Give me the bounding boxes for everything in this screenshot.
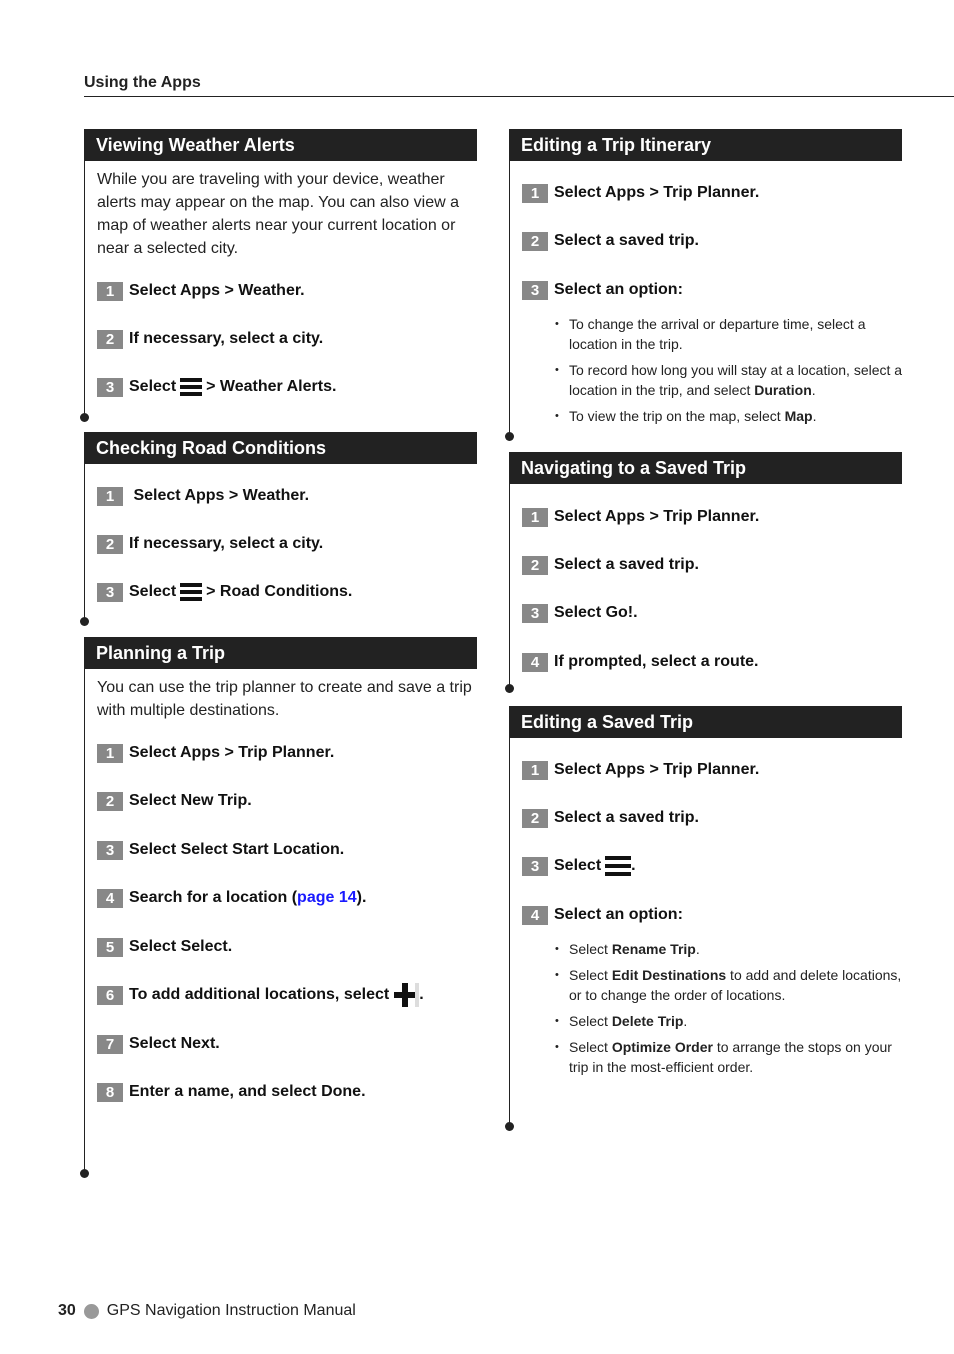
step-item xyxy=(522,603,638,623)
step-item xyxy=(97,1034,220,1054)
step-text: Select xyxy=(129,378,177,395)
step-text: Select Apps > Trip Planner. xyxy=(129,744,335,761)
step-text: Select Apps > Trip Planner. xyxy=(554,761,760,778)
step-item xyxy=(522,280,683,300)
section-end-dot xyxy=(505,432,514,441)
step-number: 2 xyxy=(97,330,123,349)
step-number: 2 xyxy=(97,535,123,554)
step-text: Select Select Start Location. xyxy=(129,841,345,858)
option-bullet xyxy=(555,939,905,959)
step-item xyxy=(97,888,366,908)
menu-icon xyxy=(180,583,202,602)
step-number: 1 xyxy=(97,744,123,763)
header-rule xyxy=(84,96,954,97)
step-text: ). xyxy=(356,889,367,906)
section-title-navigating-saved-trip: Navigating to a Saved Trip xyxy=(509,452,902,484)
step-text: Select Apps > Weather. xyxy=(129,282,305,299)
step-number: 6 xyxy=(97,986,123,1005)
left-column-line xyxy=(84,669,85,1173)
step-item xyxy=(522,555,699,575)
step-text: Select New Trip. xyxy=(129,792,252,809)
section-title-weather-alerts: Viewing Weather Alerts xyxy=(84,129,477,161)
step-text: Search for a location ( xyxy=(129,889,298,906)
step-number: 3 xyxy=(97,841,123,860)
step-text: Select Apps > Trip Planner. xyxy=(554,508,760,525)
step-text: Select an option: xyxy=(554,281,683,298)
step-item xyxy=(522,231,699,251)
bullet-text: To change the arrival or departure time, select a location in the trip. xyxy=(569,316,866,352)
step-text: To add additional locations, select xyxy=(129,986,390,1003)
section-title-planning-trip: Planning a Trip xyxy=(84,637,477,669)
step-number: 2 xyxy=(522,556,548,575)
step-text: > Road Conditions. xyxy=(206,583,353,600)
bullet-text: . xyxy=(695,941,700,957)
step-text: Select a saved trip. xyxy=(554,809,699,826)
step-text: Select Apps > Trip Planner. xyxy=(554,184,760,201)
option-bullet xyxy=(555,314,905,354)
step-item xyxy=(97,743,334,763)
step-number: 5 xyxy=(97,938,123,957)
section-end-dot xyxy=(80,617,89,626)
right-column-line xyxy=(509,161,510,436)
step-number: 7 xyxy=(97,1035,123,1054)
step-item xyxy=(97,1082,366,1102)
page-footer xyxy=(58,1302,356,1320)
step-number: 3 xyxy=(522,281,548,300)
step-text: Select Next. xyxy=(129,1035,220,1052)
step-item xyxy=(97,937,232,957)
step-text: If prompted, select a route. xyxy=(554,653,759,670)
step-item xyxy=(522,507,759,527)
bullet-text: . xyxy=(811,382,816,398)
intro-text: You can use the trip planner to create and save a trip with multiple destinations. xyxy=(97,679,472,719)
intro-text: While you are traveling with your device, weather alerts may appear on the map. You can also view a map of weather alerts near your current location or near a selected city. xyxy=(97,171,459,257)
plus-icon xyxy=(393,982,419,1008)
bullet-text: Select xyxy=(569,967,612,983)
step-text: Select an option: xyxy=(554,906,683,923)
step-number: 3 xyxy=(97,378,123,397)
option-bullet xyxy=(555,360,905,400)
step-item xyxy=(97,582,352,602)
step-text: Select xyxy=(554,857,602,874)
step-item xyxy=(97,329,323,349)
step-number: 2 xyxy=(522,809,548,828)
step-number: 1 xyxy=(97,282,123,301)
step-item xyxy=(97,985,424,1005)
step-number: 4 xyxy=(522,906,548,925)
bullet-text: to add and delete locations, or to change the order of locations. xyxy=(569,967,902,1003)
bullet-bold-term: Delete Trip xyxy=(611,1013,684,1029)
step-text: Select Go!. xyxy=(554,604,638,621)
step-number: 8 xyxy=(97,1083,123,1102)
step-item xyxy=(522,856,636,876)
step-text: Select xyxy=(129,583,177,600)
step-number: 4 xyxy=(522,653,548,672)
bullet-bold-term: Map xyxy=(784,408,813,424)
bullet-text: Select xyxy=(569,941,612,957)
step-text: Select a saved trip. xyxy=(554,556,699,573)
step-item xyxy=(522,760,759,780)
step-item xyxy=(97,534,323,554)
step-item xyxy=(522,183,759,203)
right-column-line xyxy=(509,484,510,688)
bullet-text: to arrange the stops on your trip in the most-efficient order. xyxy=(569,1039,892,1075)
step-item xyxy=(97,791,252,811)
left-column-line xyxy=(84,464,85,621)
step-text: Select a saved trip. xyxy=(554,232,699,249)
section-end-dot xyxy=(80,1169,89,1178)
menu-icon xyxy=(180,378,202,397)
option-bullet xyxy=(555,1011,905,1031)
step-number: 3 xyxy=(522,857,548,876)
footer-dot-icon xyxy=(84,1304,99,1319)
step-number: 3 xyxy=(522,604,548,623)
step-text: > Weather Alerts. xyxy=(206,378,337,395)
step-text: Enter a name, and select Done. xyxy=(129,1083,366,1100)
step-number: 1 xyxy=(522,508,548,527)
manual-title: GPS Navigation Instruction Manual xyxy=(106,1302,356,1319)
bullet-text: . xyxy=(812,408,817,424)
step-item xyxy=(522,905,683,925)
right-column-line xyxy=(509,738,510,1126)
section-end-dot xyxy=(80,413,89,422)
bullet-bold-term: Edit Destinations xyxy=(611,967,727,983)
option-bullet xyxy=(555,965,905,1005)
step-item xyxy=(97,377,336,397)
section-title-editing-saved-trip: Editing a Saved Trip xyxy=(509,706,902,738)
step-number: 4 xyxy=(97,889,123,908)
step-number: 2 xyxy=(522,232,548,251)
left-column-line xyxy=(84,161,85,417)
step-text: . xyxy=(419,986,424,1003)
step-number: 1 xyxy=(522,184,548,203)
step-text: If necessary, select a city. xyxy=(129,535,324,552)
bullet-text: Select xyxy=(569,1013,612,1029)
page-link[interactable]: page 14 xyxy=(297,889,357,906)
step-item xyxy=(522,652,758,672)
step-item xyxy=(522,808,699,828)
step-text: If necessary, select a city. xyxy=(129,330,324,347)
section-end-dot xyxy=(505,684,514,693)
page-number: 30 xyxy=(58,1302,76,1319)
step-number: 1 xyxy=(97,487,123,506)
running-header: Using the Apps xyxy=(84,74,201,91)
step-number: 1 xyxy=(522,761,548,780)
step-item xyxy=(97,281,305,301)
bullet-bold-term: Rename Trip xyxy=(611,941,696,957)
step-item xyxy=(97,486,309,506)
bullet-bold-term: Duration xyxy=(754,382,812,398)
bullet-text: Select xyxy=(569,1039,612,1055)
bullet-bold-term: Optimize Order xyxy=(611,1039,713,1055)
step-number: 3 xyxy=(97,583,123,602)
step-number: 2 xyxy=(97,792,123,811)
bullet-text: . xyxy=(683,1013,688,1029)
step-text: Select Apps > Weather. xyxy=(129,487,310,504)
option-bullet xyxy=(555,406,905,426)
step-text: Select Select. xyxy=(129,938,233,955)
option-bullet xyxy=(555,1037,905,1077)
bullet-text: To view the trip on the map, select xyxy=(569,408,785,424)
step-text: . xyxy=(631,857,636,874)
step-item xyxy=(97,840,344,860)
section-title-road-conditions: Checking Road Conditions xyxy=(84,432,477,464)
menu-icon xyxy=(605,856,631,876)
section-end-dot xyxy=(505,1122,514,1131)
bullet-text: To record how long you will stay at a location, select a location in the trip, and select xyxy=(569,362,903,398)
section-title-trip-itinerary: Editing a Trip Itinerary xyxy=(509,129,902,161)
